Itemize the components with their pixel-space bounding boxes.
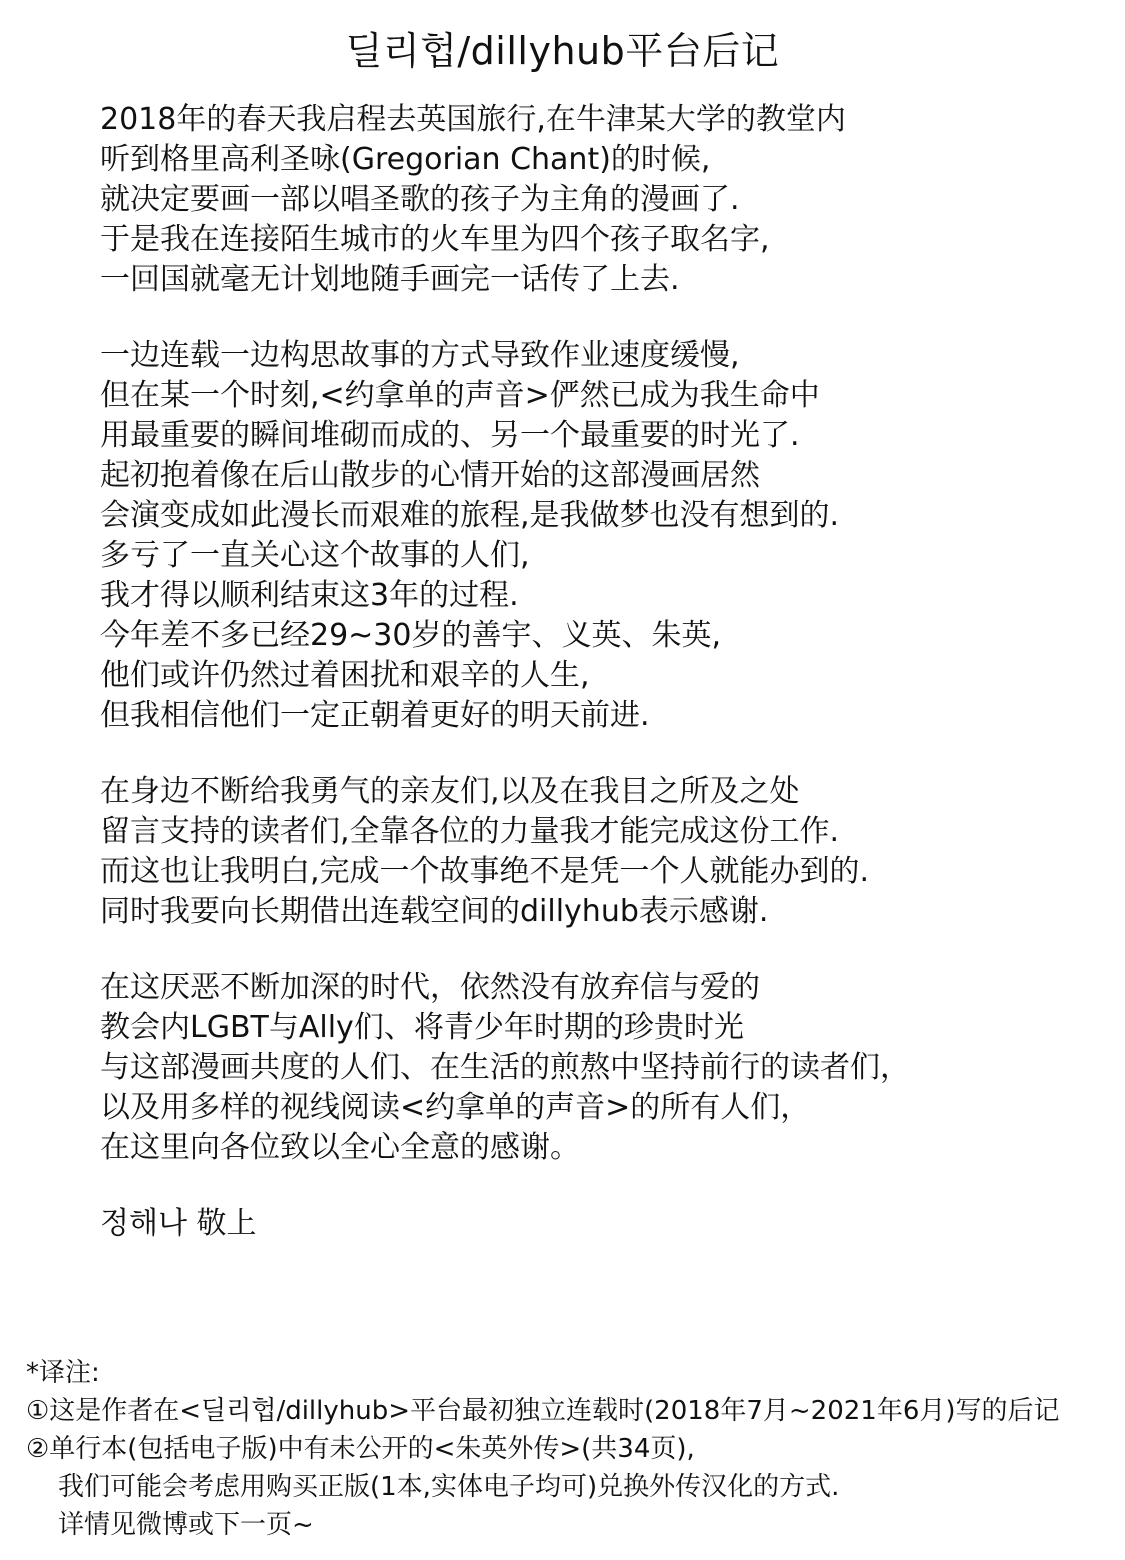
text-line: 教会内LGBT与Ally们、将青少年时期的珍贵时光 [100, 1010, 744, 1045]
text-line: 今年差不多已经29~30岁的善宇、义英、朱英, [100, 618, 722, 653]
translator-notes [26, 1354, 1116, 1544]
text-line: 在身边不断给我勇气的亲友们,以及在我目之所及之处 [100, 774, 800, 809]
text-line: 但我相信他们一定正朝着更好的明天前进. [100, 698, 650, 733]
text-line: 起初抱着像在后山散步的心情开始的这部漫画居然 [100, 458, 760, 493]
text-line: 就决定要画一部以唱圣歌的孩子为主角的漫画了. [100, 182, 740, 217]
text-line: 但在某一个时刻,<约拿单的声音>俨然已成为我生命中 [100, 378, 820, 413]
text-line: 他们或许仍然过着困扰和艰辛的人生, [100, 658, 590, 693]
text-line: 听到格里高利圣咏(Gregorian Chant)的时候, [100, 142, 711, 177]
note-1: ①这是作者在<딜리헙/dillyhub>平台最初独立连载时(2018年7月~2021年6月)写的后记 [26, 1396, 1060, 1426]
text-line: 于是我在连接陌生城市的火车里为四个孩子取名字, [100, 222, 770, 257]
paragraph-3 [100, 772, 1100, 932]
text-line: 以及用多样的视线阅读<约拿单的声音>的所有人们， [100, 1090, 811, 1125]
note-2: ②单行本(包括电子版)中有未公开的<朱英外传>(共34页), [26, 1434, 695, 1464]
text-line: 我才得以顺利结束这3年的过程. [100, 578, 519, 613]
text-line: 多亏了一直关心这个故事的人们, [100, 538, 530, 573]
paragraph-2 [100, 336, 1100, 736]
text-line: 2018年的春天我启程去英国旅行,在牛津某大学的教堂内 [100, 102, 846, 137]
afterword-body [100, 100, 1100, 1244]
text-line: 在这里向各位致以全心全意的感谢。 [100, 1130, 580, 1165]
text-line: 留言支持的读者们,全靠各位的力量我才能完成这份工作. [100, 814, 840, 849]
note-2-continuation: 详情见微博或下一页~ [58, 1510, 314, 1540]
text-line: 同时我要向长期借出连载空间的dillyhub表示感谢. [100, 894, 769, 929]
author-signature: 정해나 敬上 [100, 1206, 257, 1241]
text-line: 一边连载一边构思故事的方式导致作业速度缓慢, [100, 338, 740, 373]
text-line: 一回国就毫无计划地随手画完一话传了上去. [100, 262, 680, 297]
notes-heading: *译注: [26, 1358, 100, 1388]
paragraph-1 [100, 100, 1100, 300]
page-title: 딜리헙/dillyhub平台后记 [345, 29, 780, 73]
text-line: 会演变成如此漫长而艰难的旅程,是我做梦也没有想到的. [100, 498, 840, 533]
text-line: 用最重要的瞬间堆砌而成的、另一个最重要的时光了. [100, 418, 800, 453]
text-line: 而这也让我明白,完成一个故事绝不是凭一个人就能办到的. [100, 854, 870, 889]
text-line: 在这厌恶不断加深的时代，依然没有放弃信与爱的 [100, 970, 760, 1005]
note-2-continuation: 我们可能会考虑用购买正版(1本,实体电子均可)兑换外传汉化的方式. [58, 1472, 840, 1502]
text-line: 与这部漫画共度的人们、在生活的煎熬中坚持前行的读者们， [100, 1050, 910, 1085]
paragraph-4 [100, 968, 1100, 1168]
